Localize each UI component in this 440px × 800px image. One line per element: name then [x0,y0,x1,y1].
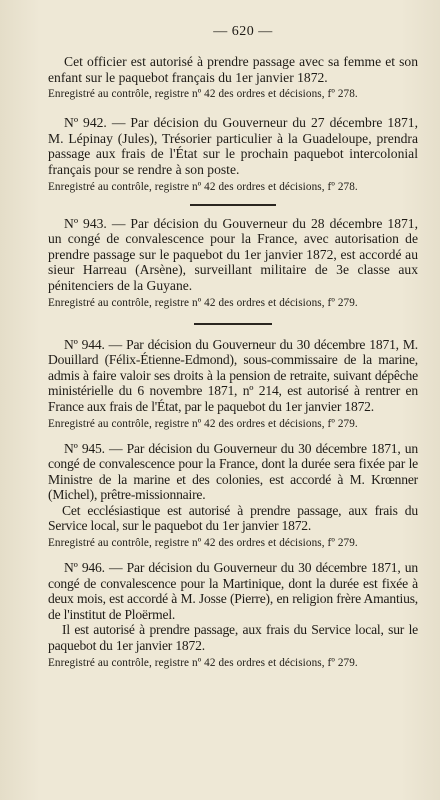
paragraph-text: Cet officier est autorisé à prendre passage avec sa femme et son enfant sur le paquebot français du 1er janvier 1872. [48,54,418,85]
paragraph-text: Nº 946. — Par décision du Gouverneur du 30 décembre 1871, un congé de convalescence pour la Martinique, dont la durée est fixée à deux mois, est accordé à M. Josse (Pierre), en religion frère Amantius, de l'institut de Ploërmel. [48,560,418,622]
entry-942 [48,115,418,193]
register-note: Enregistré au contrôle, registre nº 42 des ordres et décisions, fº 279. [48,656,358,669]
paragraph-text-continued: Cet ecclésiastique est autorisé à prendre passage, aux frais du Service local, sur le paquebot du 1er janvier 1872. [48,502,418,534]
paragraph-text-continued: Il est autorisé à prendre passage, aux frais du Service local, sur le paquebot du 1er janvier 1872. [48,622,418,654]
entry-943 [48,216,418,310]
register-note: Enregistré au contrôle, registre nº 42 des ordres et décisions, fº 279. [48,537,358,550]
page-number: — 620 — [213,24,273,39]
register-note: Enregistré au contrôle, registre nº 42 des ordres et décisions, fº 278. [48,180,358,193]
entry-944 [48,337,418,431]
entry-continuation [48,54,418,101]
register-note: Enregistré au contrôle, registre nº 42 des ordres et décisions, fº 278. [48,88,358,101]
entry-945 [48,441,418,551]
register-note: Enregistré au contrôle, registre nº 42 des ordres et décisions, fº 279. [48,296,358,309]
register-note: Enregistré au contrôle, registre nº 42 des ordres et décisions, fº 279. [48,417,358,430]
entry-946 [48,560,418,670]
paragraph-text: Nº 945. — Par décision du Gouverneur du 30 décembre 1871, un congé de convalescence pour la France, dont la durée sera fixée par le Ministre de la marine et des colonies, est accordé à M. Krœnner (Michel), prêtre-missionnaire. [48,440,418,503]
paragraph-text: Nº 942. — Par décision du Gouverneur du 27 décembre 1871, M. Lépinay (Jules), Trésorier particulier à la Guadeloupe, prendra passage aux frais de l'État sur le prochain paquebot intercolonial français pour se rendre à son poste. [48,115,418,177]
separator-rule [194,323,272,325]
paragraph-text: Nº 944. — Par décision du Gouverneur du 30 décembre 1871, M. Douillard (Félix-Étienne-Edmond), sous-commissaire de la marine, admis à faire valoir ses droits à la pension de retraite, suivant dépêche ministérielle du 6 novembre 1871, nº 214, est autorisé à rentrer en France aux frais de l'État, par le paquebot du 1er janvier 1872. [48,336,418,414]
separator-rule [190,204,276,206]
paragraph-text: Nº 943. — Par décision du Gouverneur du 28 décembre 1871, un congé de convalescence pour la France, avec autorisation de prendre passage sur le paquebot du 1er janvier 1872, est accordé au sieur Harreau (Arsène), surveillant militaire de 3e classe aux pénitenciers de la Guyane. [48,215,418,293]
